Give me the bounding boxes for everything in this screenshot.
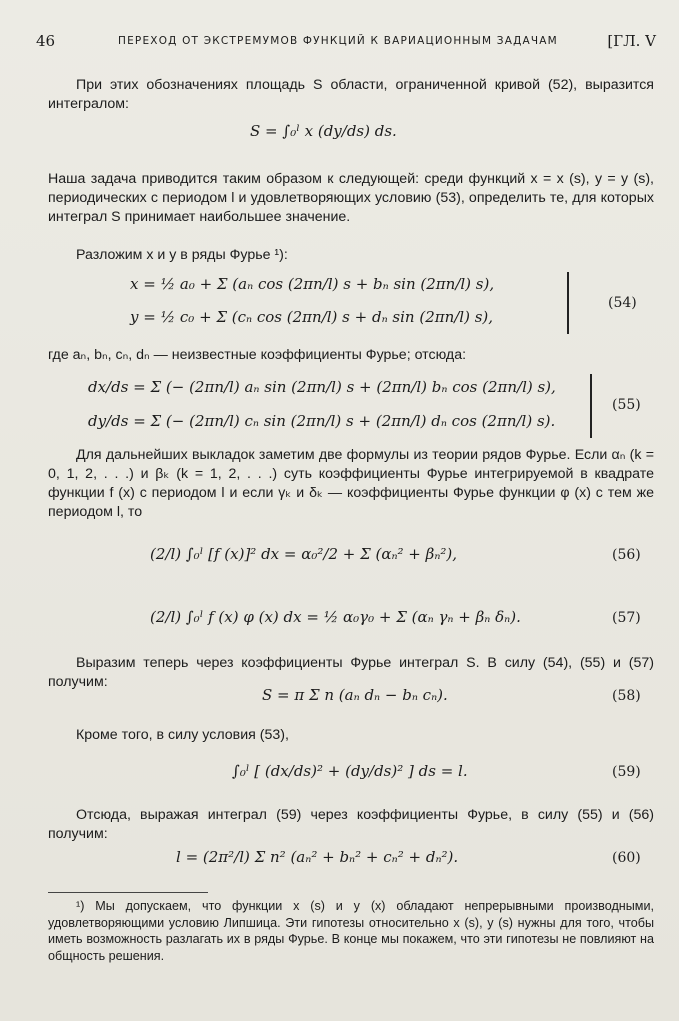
paragraph-hence: Отсюда, выражая интеграл (59) через коэффициенты Фурье, в силу (55) и (56) получим: xyxy=(48,807,654,842)
equation-54-x: x = ½ a₀ + Σ (aₙ cos (2πn/l) s + bₙ sin (2πn/l) s), xyxy=(130,275,495,293)
equation-number-57: (57) xyxy=(612,610,641,626)
equation-56: (2/l) ∫₀ˡ [f (x)]² dx = α₀²/2 + Σ (αₙ² + βₙ²), xyxy=(150,545,458,563)
footnote-rule xyxy=(48,892,208,893)
footnote: ¹) Мы допускаем, что функции x (s) и y (x) обладают непрерывными производными, удовлетворяющими условию Липшица. Эти гипотезы относительно x (s), y (s) нужны для того, чтобы иметь возможность разлагать их в ряды Фурье. В конце мы покажем, что эти гипотезы не повлияют на общность решения. xyxy=(48,899,654,963)
equation-59: ∫₀ˡ [ (dx/ds)² + (dy/ds)² ] ds = l. xyxy=(232,762,468,780)
chapter-label: [ГЛ. V xyxy=(607,32,656,50)
equation-number-58: (58) xyxy=(612,688,641,704)
equation-number-55: (55) xyxy=(612,397,641,413)
equation-55-dx: dx/ds = Σ (− (2πn/l) aₙ sin (2πn/l) s + (2πn/l) bₙ cos (2πn/l) s), xyxy=(88,378,556,396)
equation-57: (2/l) ∫₀ˡ f (x) φ (x) dx = ½ α₀γ₀ + Σ (αₙ γₙ + βₙ δₙ). xyxy=(150,608,521,626)
paragraph-fourier-expansion: Разложим x и y в ряды Фурье ¹): xyxy=(76,247,288,263)
equation-55-dy: dy/ds = Σ (− (2πn/l) cₙ sin (2πn/l) s + (2πn/l) dₙ cos (2πn/l) s). xyxy=(88,412,556,430)
equation-58: S = π Σ n (aₙ dₙ − bₙ cₙ). xyxy=(262,686,448,704)
paragraph-express-s: Выразим теперь через коэффициенты Фурье интеграл S. В силу (54), (55) и (57) получим: xyxy=(48,655,654,690)
equation-54-brace xyxy=(567,272,569,334)
running-title: ПЕРЕХОД ОТ ЭКСТРЕМУМОВ ФУНКЦИЙ К ВАРИАЦИОННЫМ ЗАДАЧАМ xyxy=(118,35,558,47)
paragraph-area-intro: При этих обозначениях площадь S области, ограниченной кривой (52), выразится интегралом: xyxy=(48,77,654,112)
equation-number-56: (56) xyxy=(612,547,641,563)
equation-60: l = (2π²/l) Σ n² (aₙ² + bₙ² + cₙ² + dₙ²). xyxy=(176,848,459,866)
paragraph-fourier-theory: Для дальнейших выкладок заметим две формулы из теории рядов Фурье. Если αₙ (k = 0, 1, 2, . . .) и βₖ (k = 1, 2, . . .) суть коэффициенты Фурье интегрируемой в квадрате функции f (x) с периодом l и если γₖ и δₖ — коэффициенты Фурье функции φ (x) с тем же периодом l, то xyxy=(48,447,654,520)
equation-number-54: (54) xyxy=(608,295,637,311)
equation-area-integral: S = ∫₀ˡ x (dy/ds) ds. xyxy=(250,122,397,140)
paragraph-condition: Кроме того, в силу условия (53), xyxy=(76,727,289,743)
paragraph-problem-statement: Наша задача приводится таким образом к следующей: среди функций x = x (s), y = y (s), периодических с периодом l и удовлетворяющих условию (53), определить те, для которых интеграл S принимает наибольшее значение. xyxy=(48,171,654,225)
paragraph-coefficients: где aₙ, bₙ, cₙ, dₙ — неизвестные коэффициенты Фурье; отсюда: xyxy=(48,347,467,363)
equation-54-y: y = ½ c₀ + Σ (cₙ cos (2πn/l) s + dₙ sin (2πn/l) s), xyxy=(130,308,494,326)
equation-number-60: (60) xyxy=(612,850,641,866)
running-header xyxy=(36,32,656,54)
equation-number-59: (59) xyxy=(612,764,641,780)
equation-55-brace xyxy=(590,374,592,438)
page-number: 46 xyxy=(36,32,56,50)
